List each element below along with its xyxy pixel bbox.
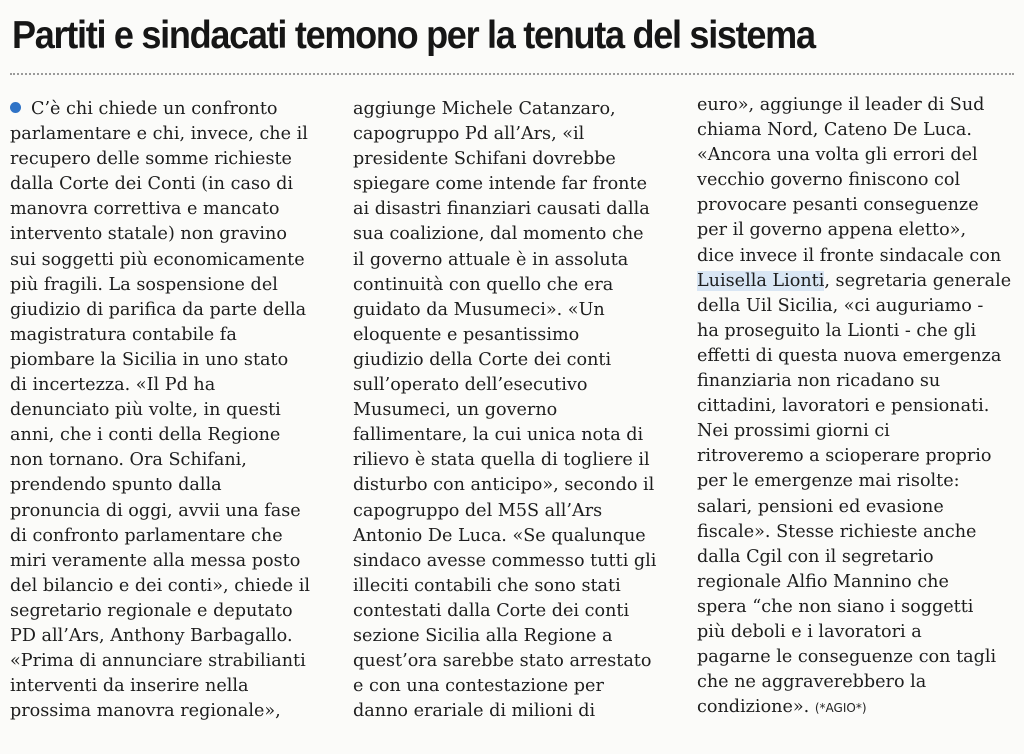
text-line: anni, che i conti della Regione	[10, 425, 281, 446]
text-line	[697, 269, 1023, 294]
text-line: capogruppo Pd all’Ars, «il	[353, 124, 585, 145]
text-line: parlamentare e chi, invece, che il	[10, 124, 308, 145]
text-line: prendendo spunto dalla	[10, 475, 222, 496]
text-line: «Prima di annunciare strabilianti	[10, 651, 306, 672]
text-line: e con una contestazione per	[353, 676, 604, 697]
text-line: sull’operato dell’esecutivo	[353, 375, 588, 396]
text-line: di incertezza. «Il Pd ha	[10, 375, 216, 396]
text-line: recupero delle somme richieste	[10, 149, 292, 170]
headline: Partiti e sindacati temono per la tenuta del sistema	[12, 14, 815, 57]
highlighted-name: Luisella Lionti	[697, 270, 825, 291]
text-line: «Ancora una volta gli errori del	[697, 145, 978, 166]
text-line: chiama Nord, Cateno De Luca.	[697, 120, 972, 141]
text-line: rilievo è stata quella di togliere il	[353, 450, 650, 471]
text-line: contestati dalla Corte dei conti	[353, 600, 630, 621]
text-line: disturbo con anticipo», secondo il	[353, 475, 655, 496]
text-line: cittadini, lavoratori e pensionati.	[697, 396, 990, 417]
text-line: non tornano. Ora Schifani,	[10, 450, 247, 471]
article-column-2	[353, 97, 683, 724]
text-line: denunciato più volte, in questi	[10, 400, 281, 421]
text-line: vecchio governo finiscono col	[697, 170, 961, 191]
text-line: continuità con quello che era	[353, 274, 614, 295]
text-line: ai disastri finanziari causati dalla	[353, 199, 650, 220]
text-line: eloquente e pesantissimo	[353, 324, 580, 345]
text-line: manovra correttiva e mancato	[10, 199, 280, 220]
text-line: danno erariale di milioni di	[353, 701, 596, 722]
text-line: regionale Alfio Mannino che	[697, 571, 949, 592]
text-line: salari, pensioni ed evasione	[697, 496, 944, 517]
text-line: magistratura contabile fa	[10, 324, 237, 345]
text-line	[10, 97, 340, 122]
text-line: della Uil Sicilia, «ci auguriamo -	[697, 295, 984, 316]
dotted-divider	[10, 73, 1014, 75]
text-line: Musumeci, un governo	[353, 400, 558, 421]
text-line: pagarne le conseguenze con tagli	[697, 647, 997, 668]
text-line: dalla Cgil con il segretario	[697, 546, 934, 567]
text-line: sui soggetti più economicamente	[10, 249, 305, 270]
text-line: interventi da inserire nella	[10, 676, 249, 697]
text-line: che ne aggraverebbero la	[697, 672, 927, 693]
text-line: fallimentare, la cui unica nota di	[353, 425, 644, 446]
text-line-content: , segretaria generale	[824, 270, 1012, 291]
text-line: più deboli e i lavoratori a	[697, 621, 922, 642]
text-line: ha proseguito la Lionti - che gli	[697, 320, 977, 341]
text-line: PD all’Ars, Anthony Barbagallo.	[10, 625, 293, 646]
text-line: effetti di questa nuova emergenza	[697, 345, 1002, 366]
text-line: fiscale». Stesse richieste anche	[697, 521, 977, 542]
text-line: Nei prossimi giorni ci	[697, 421, 890, 442]
text-line: giudizio della Corte dei conti	[353, 349, 612, 370]
text-line: presidente Schifani dovrebbe	[353, 149, 616, 170]
text-line: euro», aggiunge il leader di Sud	[697, 95, 985, 115]
text-line-content: condizione».	[697, 697, 810, 718]
text-line: guidato da Musumeci». «Un	[353, 299, 605, 320]
text-line: capogruppo del M5S all’Ars	[353, 500, 603, 521]
text-line: dalla Corte dei Conti (in caso di	[10, 174, 294, 195]
article-column-1	[10, 97, 340, 724]
text-line: finanziaria non ricadano su	[697, 371, 941, 392]
text-line: prossima manovra regionale»,	[10, 701, 281, 722]
text-line-content: C’è chi chiede un confronto	[31, 99, 278, 119]
text-line: per il governo appena eletto»,	[697, 220, 967, 241]
text-line: aggiunge Michele Catanzaro,	[353, 99, 616, 119]
text-line: del bilancio e dei conti», chiede il	[10, 575, 310, 596]
text-line: spera “che non siano i soggetti	[697, 596, 974, 617]
text-line: sua coalizione, dal momento che	[353, 224, 644, 245]
text-line: giudizio di parifica da parte della	[10, 299, 307, 320]
text-line: pronuncia di oggi, avvii una fase	[10, 500, 301, 521]
text-line: sezione Sicilia alla Regione a	[353, 625, 613, 646]
text-line: il governo attuale è in assoluta	[353, 249, 629, 270]
text-line: piombare la Sicilia in uno stato	[10, 349, 289, 370]
text-line	[697, 695, 1023, 721]
text-line: illeciti contabili che sono stati	[353, 575, 621, 596]
text-line: ritroveremo a scioperare proprio	[697, 446, 992, 467]
article-column-3	[697, 93, 1023, 721]
text-line: sindaco avesse commesso tutti gli	[353, 550, 657, 571]
author-credit: (*AGIO*)	[814, 701, 867, 716]
text-line: spiegare come intende far fronte	[353, 174, 647, 195]
text-line: intervento statale) non gravino	[10, 224, 287, 245]
text-line: per le emergenze mai risolte:	[697, 471, 960, 492]
text-line: provocare pesanti conseguenze	[697, 195, 979, 216]
text-line: Antonio De Luca. «Se qualunque	[353, 525, 646, 546]
text-line: di confronto parlamentare che	[10, 525, 283, 546]
bullet-dot-icon	[10, 102, 21, 113]
text-line: segretario regionale e deputato	[10, 600, 293, 621]
text-line: quest’ora sarebbe stato arrestato	[353, 651, 652, 672]
text-line: dice invece il fronte sindacale con	[697, 245, 1002, 266]
text-line: più fragili. La sospensione del	[10, 274, 278, 295]
text-line: miri veramente alla messa posto	[10, 550, 301, 571]
